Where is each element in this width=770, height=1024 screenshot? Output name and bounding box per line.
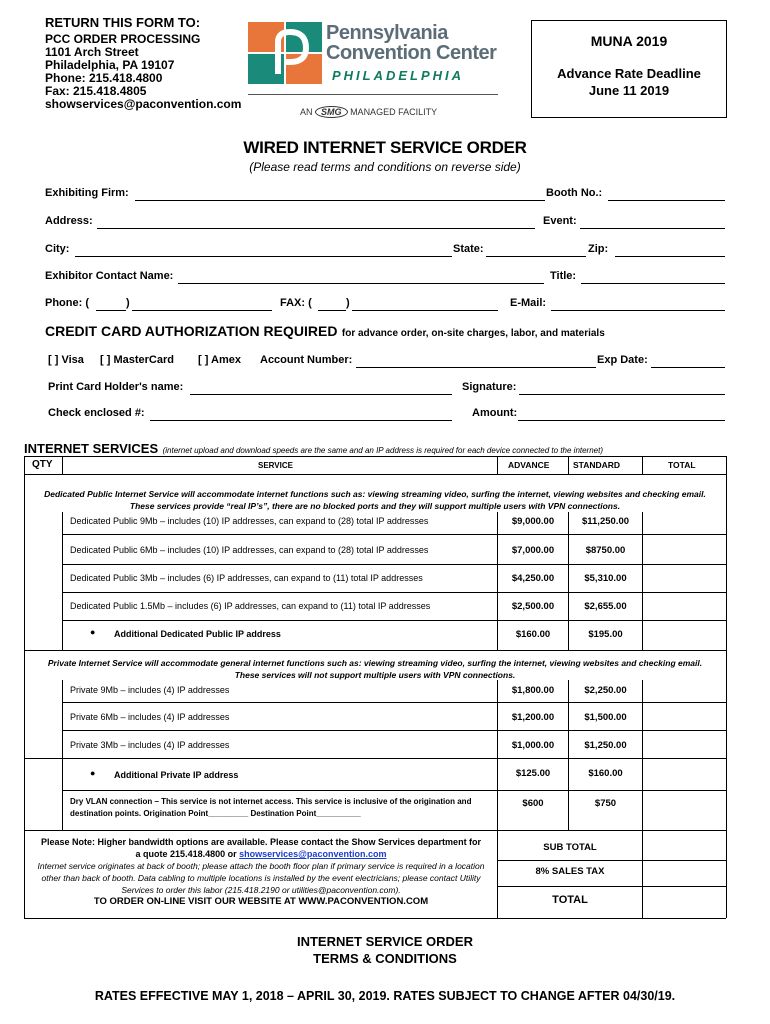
row-border	[62, 592, 726, 593]
internet-heading-note: (internet upload and download speeds are the same and an IP address is required for each device connected to the internet)	[162, 446, 604, 455]
card-holder-label: Print Card Holder's name:	[48, 381, 184, 393]
return-line: 1101 Arch Street	[45, 45, 139, 59]
col-qty: QTY	[32, 459, 53, 470]
signature-field[interactable]	[519, 393, 725, 395]
subtotal-label: SUB TOTAL	[543, 842, 597, 853]
table-top-border	[24, 456, 726, 457]
private-advance-price: $1,200.00	[511, 712, 555, 723]
internet-heading-text: INTERNET SERVICES	[24, 441, 159, 456]
email-field[interactable]	[551, 309, 725, 311]
footer-divider	[642, 830, 643, 918]
row-border	[62, 702, 726, 703]
logo-text-line2: Convention Center	[326, 42, 497, 64]
exhibiting-firm-field[interactable]	[135, 199, 545, 201]
dedicated-standard-price: $11,250.00	[581, 516, 630, 527]
rates-notice: RATES EFFECTIVE MAY 1, 2018 – APRIL 30, 2019. RATES SUBJECT TO CHANGE AFTER 04/30/19.	[94, 989, 676, 1003]
fax-close: )	[346, 297, 350, 309]
dedicated-service-label: Dedicated Public 1.5Mb – includes (6) IP addresses, can expand to (11) total IP addresses	[70, 601, 431, 611]
bullet-icon: ●	[90, 627, 96, 637]
dedicated-advance-price: $7,000.00	[511, 545, 555, 556]
footer-divider	[24, 830, 25, 918]
event-field[interactable]	[580, 227, 725, 229]
col-standard: STANDARD	[573, 460, 621, 470]
logo-tagline	[300, 106, 437, 118]
state-label: State:	[453, 243, 484, 255]
return-line: Philadelphia, PA 19107	[45, 58, 175, 72]
row-divider	[642, 512, 643, 650]
check-field[interactable]	[150, 419, 452, 421]
dry-vlan-label: Dry VLAN connection – This service is not internet access. This service is inclusive of the origination and destination points. Origination Point_________ Destination Point__________	[70, 797, 472, 818]
state-field[interactable]	[486, 255, 586, 257]
amount-field[interactable]	[518, 419, 725, 421]
dedicated-advance-price: $4,250.00	[511, 573, 555, 584]
amex-checkbox[interactable]: [ ] Amex	[198, 354, 241, 366]
address-field[interactable]	[97, 227, 535, 229]
note-line2	[28, 848, 494, 860]
private-service-label: Private 9Mb – includes (4) IP addresses	[70, 685, 230, 695]
contact-name-field[interactable]	[178, 282, 544, 284]
dedicated-advance-price: $2,500.00	[511, 601, 555, 612]
event-title: MUNA 2019	[590, 33, 668, 49]
private-standard-price: $1,500.00	[584, 712, 627, 723]
phone-area-field[interactable]	[96, 309, 126, 311]
dedicated-service-label: Additional Dedicated Public IP address	[114, 629, 281, 639]
return-heading: RETURN THIS FORM TO:	[45, 15, 201, 30]
note-line2-prefix: a quote 215.418.4800 or	[135, 849, 237, 859]
logo-tag-prefix: AN	[300, 107, 313, 117]
private-standard-price: $160.00	[588, 768, 623, 779]
exp-date-field[interactable]	[651, 366, 725, 368]
phone-close: )	[126, 297, 130, 309]
row-border	[62, 534, 726, 535]
table-header-border	[24, 474, 726, 475]
footer-row-border	[24, 918, 726, 919]
sales-tax-label: 8% SALES TAX	[535, 866, 605, 877]
footer-divider	[726, 830, 727, 918]
logo-divider	[248, 94, 498, 95]
col-advance: ADVANCE	[508, 460, 550, 470]
title-label: Title:	[550, 270, 577, 282]
note-text	[28, 836, 494, 908]
address-label: Address:	[45, 215, 93, 227]
event-label: Event:	[543, 215, 577, 227]
dedicated-rows	[24, 512, 726, 650]
visa-checkbox[interactable]: [ ] Visa	[48, 354, 84, 366]
col-total: TOTAL	[668, 460, 696, 470]
terms-title-line2: TERMS & CONDITIONS	[313, 951, 457, 966]
row-divider	[62, 512, 63, 650]
dedicated-advance-price: $160.00	[515, 629, 551, 640]
logo-text-line1: Pennsylvania	[326, 22, 448, 44]
city-field[interactable]	[75, 255, 452, 257]
email-label: E-Mail:	[510, 297, 547, 309]
account-number-field[interactable]	[356, 366, 596, 368]
title-field[interactable]	[581, 282, 725, 284]
private-rows	[24, 680, 726, 830]
amount-label: Amount:	[472, 407, 518, 419]
private-standard-price: $2,250.00	[584, 685, 627, 696]
dedicated-service-label: Dedicated Public 6Mb – includes (10) IP addresses, can expand to (28) total IP addresses	[70, 545, 429, 555]
table-col-divider	[497, 456, 498, 474]
note-body: Internet service originates at back of booth; please attach the booth floor plan if primary service is required in a location other than back of booth. Data cabling to multiple locations is installed by the event electricians; please contact Utility Services to order this labor (215.418.2190 or utilities@paconvention.com).	[37, 861, 485, 895]
city-label: City:	[45, 243, 70, 255]
footer-row-border	[497, 860, 726, 861]
dedicated-advance-price: $9,000.00	[511, 516, 555, 527]
event-box	[531, 20, 727, 118]
footer-row-border	[497, 886, 726, 887]
fax-area-field[interactable]	[318, 309, 346, 311]
row-border	[24, 758, 726, 759]
return-line: Fax: 215.418.4805	[45, 84, 147, 98]
dedicated-standard-price: $2,655.00	[584, 601, 627, 612]
signature-label: Signature:	[462, 381, 517, 393]
total-label: TOTAL	[552, 894, 588, 906]
page-subtitle: (Please read terms and conditions on reverse side)	[249, 160, 521, 174]
online-order-text: TO ORDER ON-LINE VISIT OUR WEBSITE AT WWW.PACONVENTION.COM	[93, 896, 429, 907]
dedicated-standard-price: $195.00	[588, 629, 623, 640]
logo-text-line3: PHILADELPHIA	[332, 68, 465, 83]
dedicated-standard-price: $8750.00	[585, 545, 626, 556]
return-address	[45, 16, 241, 111]
zip-field[interactable]	[615, 255, 725, 257]
private-advance-price: $1,800.00	[511, 685, 555, 696]
private-service-label: Private 3Mb – includes (4) IP addresses	[70, 740, 230, 750]
showservices-email-link[interactable]: showservices@paconvention.com	[239, 849, 387, 859]
col-service: SERVICE	[258, 461, 293, 470]
table-col-divider	[568, 456, 569, 474]
credit-card-heading	[45, 323, 605, 341]
zip-label: Zip:	[588, 243, 609, 255]
terms-title-line1: INTERNET SERVICE ORDER	[296, 934, 473, 949]
table-col-divider	[62, 456, 63, 474]
private-advance-price: $125.00	[515, 768, 551, 779]
check-label: Check enclosed #:	[48, 407, 145, 419]
pcc-logo	[248, 22, 500, 122]
exp-date-label: Exp Date:	[597, 354, 648, 366]
dedicated-service-label: Dedicated Public 9Mb – includes (10) IP addresses, can expand to (28) total IP addresses	[70, 516, 429, 526]
contact-name-label: Exhibitor Contact Name:	[45, 270, 174, 282]
return-email: showservices@paconvention.com	[45, 97, 242, 111]
private-service-label: Additional Private IP address	[114, 770, 239, 780]
account-number-label: Account Number:	[260, 354, 353, 366]
fax-label: FAX: (	[280, 297, 312, 309]
private-advance-price: $1,000.00	[511, 740, 555, 751]
private-intro: Private Internet Service will accommodate general internet functions such as: viewing streaming video, surfing the internet, viewing websites and checking email. These services will not support multiple users with VPN connections.	[47, 658, 703, 680]
note-line1: Please Note: Higher bandwidth options are available. Please contact the Show Services department for	[40, 837, 482, 847]
credit-card-heading-text: CREDIT CARD AUTHORIZATION REQUIRED	[45, 323, 338, 339]
bullet-icon: ●	[90, 768, 96, 778]
smg-logo: SMG	[315, 106, 348, 118]
row-border	[62, 564, 726, 565]
private-standard-price: $1,250.00	[584, 740, 627, 751]
row-border	[62, 730, 726, 731]
dedicated-service-label: Dedicated Public 3Mb – includes (6) IP addresses, can expand to (11) total IP addresses	[70, 573, 423, 583]
dedicated-standard-price: $5,310.00	[584, 573, 627, 584]
phone-label: Phone: (	[45, 297, 89, 309]
return-line: PCC ORDER PROCESSING	[45, 32, 201, 46]
logo-tag-suffix: MANAGED FACILITY	[350, 107, 438, 117]
table-col-divider	[642, 456, 643, 474]
dedicated-intro: Dedicated Public Internet Service will accommodate internet functions such as: viewing streaming video, surfing the internet, viewing websites and checking email. These services provide “real IP’s”, there are no blocked ports and they will support multiple users with VPN connections.	[44, 489, 706, 511]
credit-card-heading-note: for advance order, on-site charges, labor, and materials	[341, 328, 605, 339]
row-border	[62, 620, 726, 621]
phone-field[interactable]	[132, 309, 272, 311]
return-line: Phone: 215.418.4800	[45, 71, 163, 85]
pcc-logo-mark-icon	[248, 22, 322, 84]
exhibiting-firm-label: Exhibiting Firm:	[45, 187, 129, 199]
deadline-date: June 11 2019	[588, 83, 670, 98]
private-standard-price: $750	[594, 798, 617, 809]
card-holder-field[interactable]	[190, 393, 452, 395]
row-border	[62, 790, 726, 791]
private-service-label: Private 6Mb – includes (4) IP addresses	[70, 712, 230, 722]
mastercard-checkbox[interactable]: [ ] MasterCard	[100, 354, 174, 366]
page-title: WIRED INTERNET SERVICE ORDER	[243, 138, 527, 157]
row-border	[24, 650, 726, 651]
footer-block	[24, 830, 726, 918]
fax-field[interactable]	[352, 309, 498, 311]
booth-no-field[interactable]	[608, 199, 725, 201]
deadline-label: Advance Rate Deadline	[557, 66, 701, 81]
private-advance-price: $600	[522, 798, 544, 809]
booth-no-label: Booth No.:	[546, 187, 603, 199]
